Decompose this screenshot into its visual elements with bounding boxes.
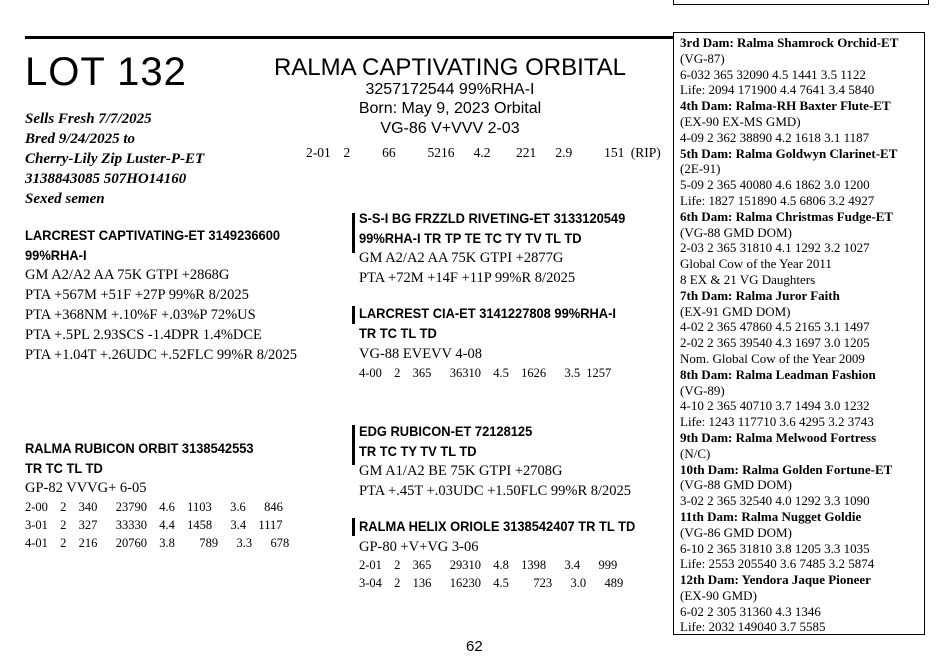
dam-info-line: 6-10 2 365 31810 3.8 1205 3.3 1035	[680, 540, 870, 556]
animal-name: RALMA CAPTIVATING ORBITAL	[273, 54, 627, 81]
animal-born: Born: May 9, 2023 Orbital	[358, 100, 542, 117]
dam-info-line: (2E-91)	[680, 161, 721, 177]
dam-sire-info-line: GM A1/A2 BE 75K GTPI +2708G	[359, 463, 563, 479]
dam-info-line: (N/C)	[680, 445, 711, 461]
sale-info-line: Sexed semen	[25, 191, 105, 207]
dam-heading: 7th Dam: Ralma Juror Faith	[680, 287, 840, 303]
dam-info-line: 5-09 2 365 40080 4.6 1862 3.0 1200	[680, 177, 870, 193]
lot-number: LOT 132	[25, 50, 187, 94]
dam-info-line: 2-03 2 365 31810 4.1 1292 3.2 1027	[680, 240, 870, 256]
dam-info-line: (EX-90 EX-MS GMD)	[680, 113, 801, 129]
dam-name-cont: TR TC TL TD	[25, 460, 103, 476]
sire-dam-record: 4-00 2 365 36310 4.5 1626 3.5 1257	[359, 366, 612, 380]
pedigree-bracket	[352, 518, 355, 536]
sire-sire-name: S-S-I BG FRZZLD RIVETING-ET 3133120549	[359, 210, 626, 226]
sire-name: LARCREST CAPTIVATING-ET 3149236600	[25, 227, 281, 243]
sale-info-line: Bred 9/24/2025 to	[25, 131, 136, 147]
dam-heading: 10th Dam: Ralma Golden Fortune-ET	[680, 461, 893, 477]
sire-dam-name: LARCREST CIA-ET 3141227808 99%RHA-I	[359, 305, 616, 321]
dam-info-line: Life: 2553 205540 3.6 7485 3.2 5874	[680, 556, 875, 572]
sale-info-line: Cherry-Lily Zip Luster-P-ET	[25, 151, 205, 167]
dam-info-line: 6-032 365 32090 4.5 1441 3.5 1122	[680, 66, 866, 82]
top-box-fragment	[673, 0, 929, 5]
animal-registration: 3257172544 99%RHA-I	[365, 81, 535, 98]
dam-info-line: 3-02 2 365 32540 4.0 1292 3.3 1090	[680, 493, 870, 509]
sire-info-line: PTA +368NM +.10%F +.03%P 72%US	[25, 307, 256, 323]
dam-heading: 12th Dam: Yendora Jaque Pioneer	[680, 572, 871, 588]
dam-sire-name-cont: TR TC TY TV TL TD	[359, 443, 477, 459]
dam-info-line: 8 EX & 21 VG Daughters	[680, 271, 816, 287]
sire-info-line: GM A2/A2 AA 75K GTPI +2868G	[25, 267, 230, 283]
dam-heading: 8th Dam: Ralma Leadman Fashion	[680, 366, 876, 382]
dam-lineage-box	[673, 32, 925, 635]
dam-info-line: (EX-91 GMD DOM)	[680, 303, 791, 319]
sire-sire-name-cont: 99%RHA-I TR TP TE TC TY TV TL TD	[359, 230, 582, 246]
dam-info-line: 4-02 2 365 47860 4.5 2165 3.1 1497	[680, 319, 870, 335]
sire-sire-info-line: GM A2/A2 AA 75K GTPI +2877G	[359, 250, 564, 266]
dam-dam-name: RALMA HELIX ORIOLE 3138542407 TR TL TD	[359, 518, 636, 534]
animal-record: 2-01 2 66 5216 4.2 221 2.9 151 (RIP)	[306, 145, 661, 160]
dam-record: 2-00 2 340 23790 4.6 1103 3.6 846	[25, 500, 283, 514]
page-number: 62	[466, 638, 483, 655]
sale-info-line: Sells Fresh 7/7/2025	[25, 111, 152, 127]
dam-info-line: (VG-88 GMD DOM)	[680, 477, 792, 493]
dam-heading: 9th Dam: Ralma Melwood Fortress	[680, 429, 877, 445]
dam-sire-name: EDG RUBICON-ET 72128125	[359, 423, 533, 439]
dam-info-line: (EX-90 GMD)	[680, 587, 757, 603]
dam-info-line: Life: 1827 151890 4.5 6806 3.2 4927	[680, 192, 875, 208]
dam-info-line: Life: 1243 117710 3.6 4295 3.2 3743	[680, 414, 874, 430]
dam-info-line: (VG-89)	[680, 382, 725, 398]
dam-info-line: Life: 2032 149040 3.7 5585	[680, 619, 826, 635]
dam-heading: 4th Dam: Ralma-RH Baxter Flute-ET	[680, 98, 891, 114]
sire-name-cont: 99%RHA-I	[25, 247, 87, 263]
sire-info-line: PTA +1.04T +.26UDC +.52FLC 99%R 8/2025	[25, 347, 298, 363]
dam-sire-info-line: PTA +.45T +.03UDC +1.50FLC 99%R 8/2025	[359, 483, 632, 499]
sale-info-line: 3138843085 507HO14160	[25, 171, 187, 187]
sire-dam-classification: VG-88 EVEVV 4-08	[359, 346, 482, 362]
dam-info-line: Nom. Global Cow of the Year 2009	[680, 350, 865, 366]
dam-info-line: 4-09 2 362 38890 4.2 1618 3.1 1187	[680, 129, 870, 145]
animal-classification: VG-86 V+VVV 2-03	[380, 120, 520, 137]
dam-info-line: Life: 2094 171900 4.4 7641 3.4 5840	[680, 82, 875, 98]
dam-record: 4-01 2 216 20760 3.8 789 3.3 678	[25, 536, 290, 550]
sire-info-line: PTA +.5PL 2.93SCS -1.4DPR 1.4%DCE	[25, 327, 262, 343]
sire-info-line: PTA +567M +51F +27P 99%R 8/2025	[25, 287, 249, 303]
dam-info-line: (VG-86 GMD DOM)	[680, 524, 792, 540]
dam-name: RALMA RUBICON ORBIT 3138542553	[25, 440, 254, 456]
dam-heading: 3rd Dam: Ralma Shamrock Orchid-ET	[680, 35, 899, 50]
sire-dam-name-cont: TR TC TL TD	[359, 325, 437, 341]
pedigree-bracket	[352, 306, 355, 324]
dam-dam-record: 3-04 2 136 16230 4.5 723 3.0 489	[359, 576, 624, 590]
pedigree-bracket	[352, 425, 355, 465]
dam-info-line: (VG-87)	[680, 50, 725, 66]
dam-info-line: Global Cow of the Year 2011	[680, 256, 832, 272]
dam-info-line: 4-10 2 365 40710 3.7 1494 3.0 1232	[680, 398, 870, 414]
sire-sire-info-line: PTA +72M +14F +11P 99%R 8/2025	[359, 270, 576, 286]
dam-info-line: 2-02 2 365 39540 4.3 1697 3.0 1205	[680, 335, 870, 351]
dam-record: 3-01 2 327 33330 4.4 1458 3.4 1117	[25, 518, 283, 532]
dam-heading: 6th Dam: Ralma Christmas Fudge-ET	[680, 208, 894, 224]
dam-info-line: 6-02 2 305 31360 4.3 1346	[680, 603, 821, 619]
dam-heading: 11th Dam: Ralma Nugget Goldie	[680, 508, 862, 524]
dam-info-line: (VG-88 GMD DOM)	[680, 224, 792, 240]
dam-heading: 5th Dam: Ralma Goldwyn Clarinet-ET	[680, 145, 898, 161]
dam-classification: GP-82 VVVG+ 6-05	[25, 480, 147, 496]
pedigree-bracket	[352, 213, 355, 253]
dam-dam-record: 2-01 2 365 29310 4.8 1398 3.4 999	[359, 558, 618, 572]
dam-dam-classification: GP-80 +V+VG 3-06	[359, 539, 479, 555]
